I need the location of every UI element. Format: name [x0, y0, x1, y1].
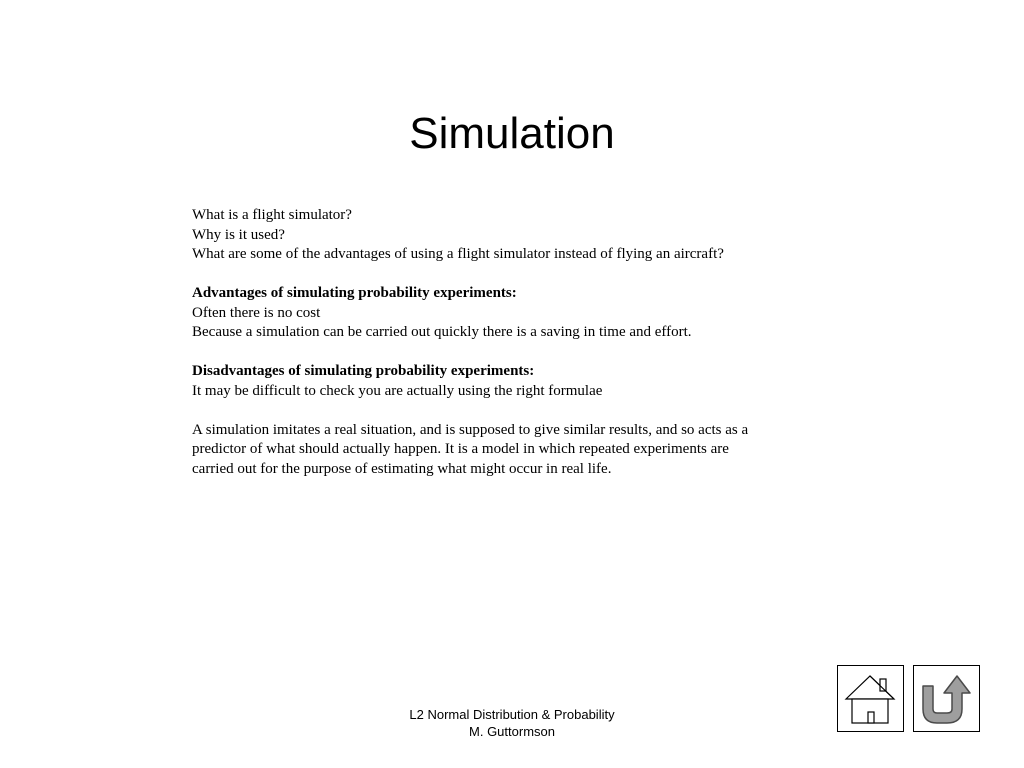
return-arrow-icon [914, 666, 979, 731]
spacer [192, 265, 842, 285]
footer-course-title: L2 Normal Distribution & Probability [409, 707, 615, 722]
definition-line-2: predictor of what should actually happen. It is a model in which repeated experiments are [192, 441, 729, 457]
disadvantages-heading: Disadvantages of simulating probability experiments: [192, 363, 535, 379]
advantage-item-1: Often there is no cost [192, 304, 321, 321]
advantages-heading: Advantages of simulating probability experiments: [192, 285, 517, 301]
home-icon [838, 666, 903, 731]
definition-line-1: A simulation imitates a real situation, and is supposed to give similar results, and so acts as a [192, 421, 749, 438]
intro-question-1: What is a flight simulator? [192, 207, 352, 223]
spacer [192, 343, 842, 363]
slide-body [192, 206, 842, 479]
back-button[interactable] [913, 665, 980, 732]
intro-question-2: Why is it used? [192, 226, 285, 243]
definition-line-3: carried out for the purpose of estimating what might occur in real life. [192, 460, 612, 477]
footer-author: M. Guttormson [469, 724, 555, 739]
disadvantage-item-1: It may be difficult to check you are actually using the right formulae [192, 382, 603, 399]
home-button[interactable] [837, 665, 904, 732]
intro-question-3: What are some of the advantages of using a flight simulator instead of flying an aircraft? [192, 246, 724, 262]
slide-footer [312, 706, 712, 740]
slide-title: Simulation [409, 109, 615, 158]
advantage-item-2: Because a simulation can be carried out quickly there is a saving in time and effort. [192, 324, 692, 340]
spacer [192, 401, 842, 421]
